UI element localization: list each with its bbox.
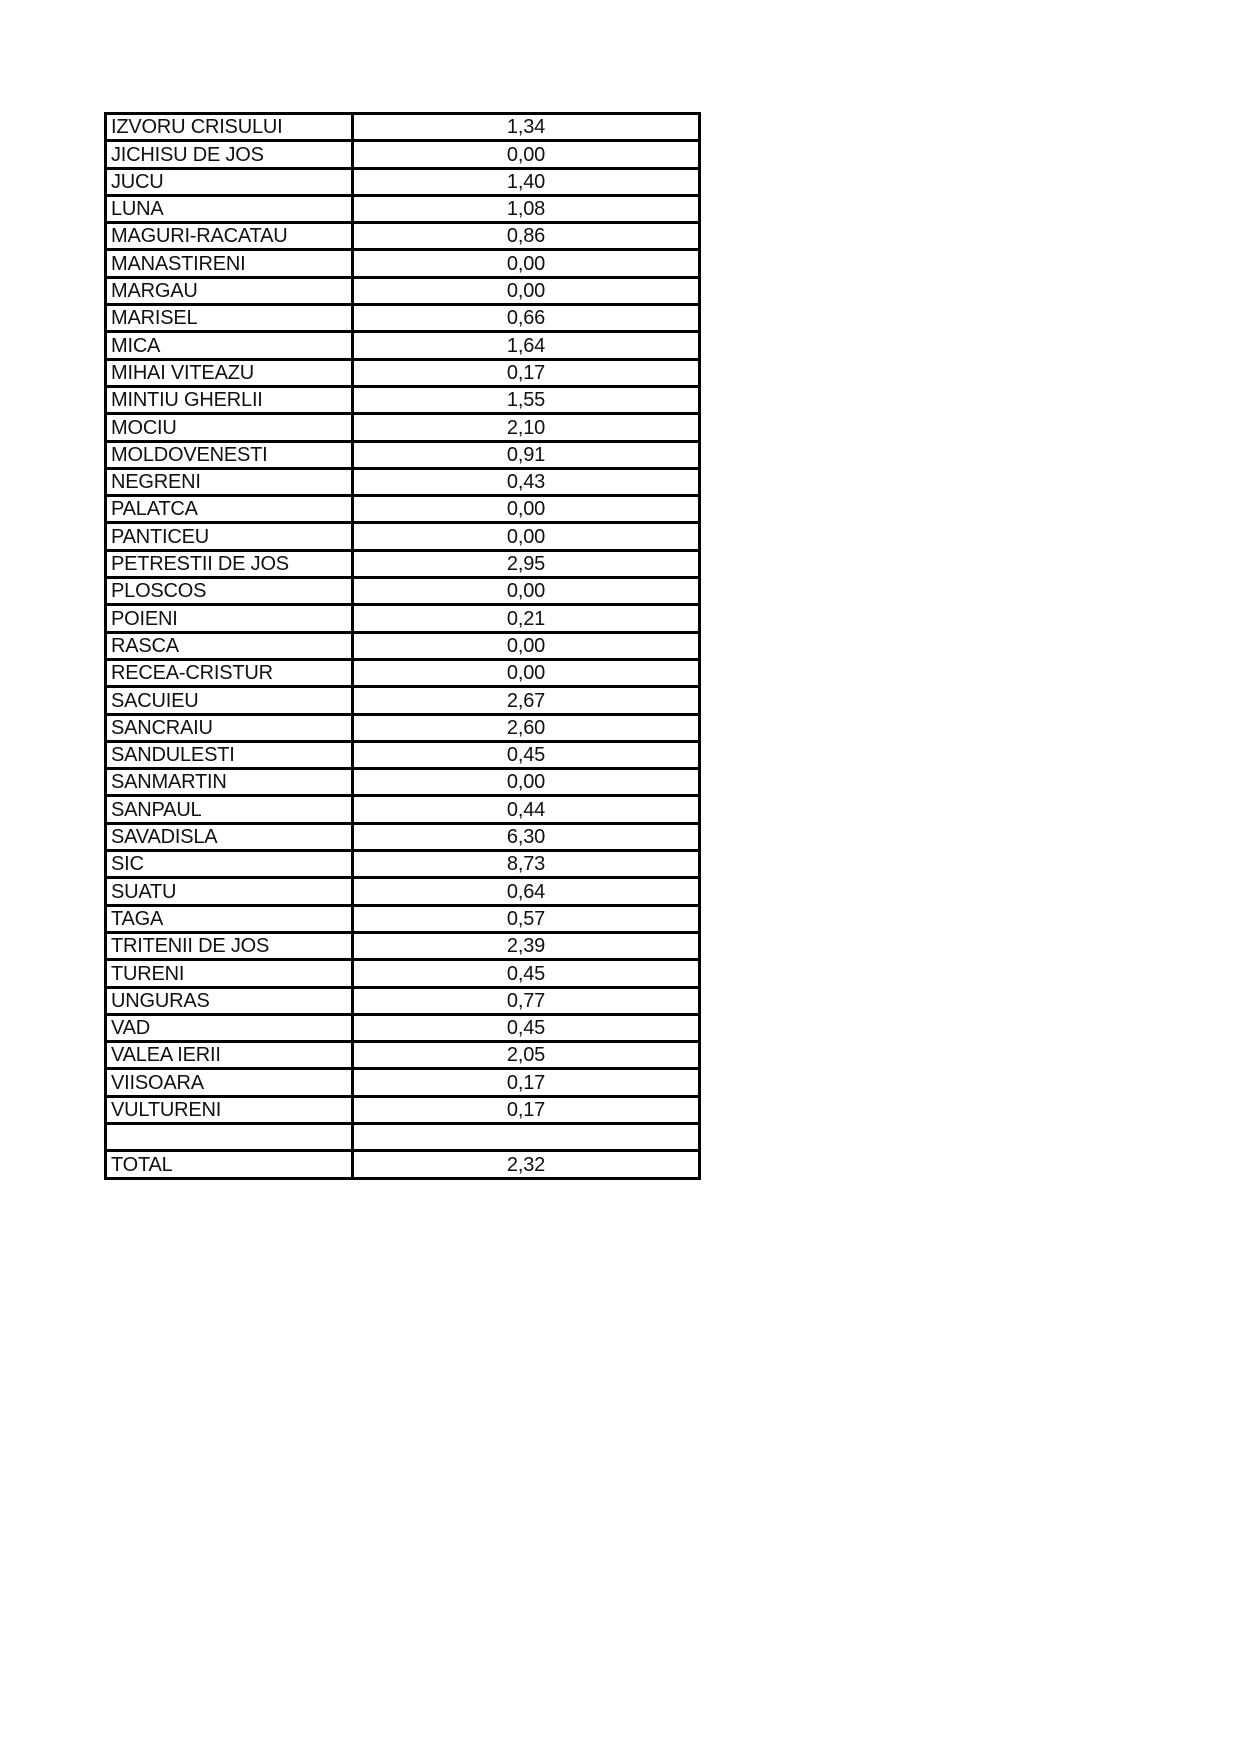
table-body bbox=[106, 114, 700, 1179]
value-cell: 0,21 bbox=[353, 605, 700, 632]
locality-name-cell: MINTIU GHERLII bbox=[106, 386, 353, 413]
value-cell: 2,10 bbox=[353, 414, 700, 441]
value-cell: 0,57 bbox=[353, 905, 700, 932]
locality-name-cell: NEGRENI bbox=[106, 468, 353, 495]
value-cell: 2,67 bbox=[353, 687, 700, 714]
value-cell: 0,00 bbox=[353, 250, 700, 277]
locality-name-cell: TRITENII DE JOS bbox=[106, 932, 353, 959]
value-cell: 1,55 bbox=[353, 386, 700, 413]
table-row bbox=[106, 905, 700, 932]
table-row bbox=[106, 1069, 700, 1096]
value-cell bbox=[353, 1123, 700, 1150]
locality-name-cell: VIISOARA bbox=[106, 1069, 353, 1096]
table-row bbox=[106, 414, 700, 441]
locality-name-cell: MOCIU bbox=[106, 414, 353, 441]
table-row bbox=[106, 605, 700, 632]
table-row bbox=[106, 1014, 700, 1041]
table-row bbox=[106, 714, 700, 741]
table-row bbox=[106, 332, 700, 359]
locality-name-cell: SIC bbox=[106, 851, 353, 878]
locality-name-cell: SANDULESTI bbox=[106, 741, 353, 768]
table-row bbox=[106, 114, 700, 141]
locality-name-cell: PANTICEU bbox=[106, 523, 353, 550]
locality-values-table bbox=[104, 112, 701, 1180]
locality-name-cell: MARGAU bbox=[106, 277, 353, 304]
value-cell: 0,45 bbox=[353, 741, 700, 768]
locality-name-cell: SUATU bbox=[106, 878, 353, 905]
locality-name-cell: PETRESTII DE JOS bbox=[106, 550, 353, 577]
table-row bbox=[106, 632, 700, 659]
table-row bbox=[106, 223, 700, 250]
table-row bbox=[106, 250, 700, 277]
table-row bbox=[106, 496, 700, 523]
locality-name-cell: RASCA bbox=[106, 632, 353, 659]
empty-row bbox=[106, 1123, 700, 1150]
locality-name-cell: VULTURENI bbox=[106, 1096, 353, 1123]
table-row bbox=[106, 823, 700, 850]
table-row bbox=[106, 523, 700, 550]
value-cell: 0,17 bbox=[353, 1096, 700, 1123]
value-cell: 0,66 bbox=[353, 305, 700, 332]
value-cell: 1,64 bbox=[353, 332, 700, 359]
value-cell: 2,60 bbox=[353, 714, 700, 741]
value-cell: 1,08 bbox=[353, 195, 700, 222]
table-row bbox=[106, 359, 700, 386]
locality-name-cell: UNGURAS bbox=[106, 987, 353, 1014]
locality-name-cell: SANPAUL bbox=[106, 796, 353, 823]
value-cell: 8,73 bbox=[353, 851, 700, 878]
table-row bbox=[106, 960, 700, 987]
locality-name-cell: SACUIEU bbox=[106, 687, 353, 714]
locality-name-cell: VAD bbox=[106, 1014, 353, 1041]
table-row bbox=[106, 796, 700, 823]
locality-name-cell bbox=[106, 1123, 353, 1150]
value-cell: 0,86 bbox=[353, 223, 700, 250]
value-cell: 1,40 bbox=[353, 168, 700, 195]
table-row bbox=[106, 578, 700, 605]
locality-name-cell: JICHISU DE JOS bbox=[106, 141, 353, 168]
locality-name-cell: MAGURI-RACATAU bbox=[106, 223, 353, 250]
locality-name-cell: JUCU bbox=[106, 168, 353, 195]
table-row bbox=[106, 932, 700, 959]
value-cell: 6,30 bbox=[353, 823, 700, 850]
locality-name-cell: PALATCA bbox=[106, 496, 353, 523]
table-row bbox=[106, 851, 700, 878]
locality-name-cell: SANCRAIU bbox=[106, 714, 353, 741]
value-cell: 0,00 bbox=[353, 578, 700, 605]
value-cell: 0,17 bbox=[353, 359, 700, 386]
value-cell: 0,00 bbox=[353, 632, 700, 659]
value-cell: 0,00 bbox=[353, 769, 700, 796]
locality-name-cell: IZVORU CRISULUI bbox=[106, 114, 353, 141]
total-row bbox=[106, 1151, 700, 1178]
locality-name-cell: MARISEL bbox=[106, 305, 353, 332]
locality-name-cell: MIHAI VITEAZU bbox=[106, 359, 353, 386]
locality-name-cell: LUNA bbox=[106, 195, 353, 222]
locality-name-cell: MANASTIRENI bbox=[106, 250, 353, 277]
locality-name-cell: VALEA IERII bbox=[106, 1042, 353, 1069]
value-cell: 0,00 bbox=[353, 496, 700, 523]
locality-name-cell: TAGA bbox=[106, 905, 353, 932]
value-cell: 2,32 bbox=[353, 1151, 700, 1178]
table-row bbox=[106, 659, 700, 686]
value-cell: 0,45 bbox=[353, 1014, 700, 1041]
table-row bbox=[106, 386, 700, 413]
table-row bbox=[106, 550, 700, 577]
locality-name-cell: TURENI bbox=[106, 960, 353, 987]
value-cell: 0,00 bbox=[353, 659, 700, 686]
table-row bbox=[106, 1096, 700, 1123]
value-cell: 0,45 bbox=[353, 960, 700, 987]
value-cell: 2,95 bbox=[353, 550, 700, 577]
value-cell: 0,44 bbox=[353, 796, 700, 823]
table-row bbox=[106, 878, 700, 905]
table-row bbox=[106, 141, 700, 168]
table-row bbox=[106, 441, 700, 468]
value-cell: 1,34 bbox=[353, 114, 700, 141]
value-cell: 0,17 bbox=[353, 1069, 700, 1096]
value-cell: 0,00 bbox=[353, 277, 700, 304]
table-row bbox=[106, 741, 700, 768]
table-row bbox=[106, 305, 700, 332]
value-cell: 0,00 bbox=[353, 141, 700, 168]
value-cell: 0,64 bbox=[353, 878, 700, 905]
value-cell: 0,77 bbox=[353, 987, 700, 1014]
locality-name-cell: RECEA-CRISTUR bbox=[106, 659, 353, 686]
locality-name-cell: TOTAL bbox=[106, 1151, 353, 1178]
table-row bbox=[106, 1042, 700, 1069]
locality-name-cell: PLOSCOS bbox=[106, 578, 353, 605]
table-row bbox=[106, 168, 700, 195]
locality-name-cell: SAVADISLA bbox=[106, 823, 353, 850]
table-row bbox=[106, 769, 700, 796]
table-row bbox=[106, 468, 700, 495]
locality-name-cell: SANMARTIN bbox=[106, 769, 353, 796]
value-cell: 2,39 bbox=[353, 932, 700, 959]
value-cell: 0,91 bbox=[353, 441, 700, 468]
locality-name-cell: MOLDOVENESTI bbox=[106, 441, 353, 468]
table-row bbox=[106, 195, 700, 222]
table-row bbox=[106, 687, 700, 714]
value-cell: 0,43 bbox=[353, 468, 700, 495]
locality-name-cell: MICA bbox=[106, 332, 353, 359]
table-row bbox=[106, 987, 700, 1014]
locality-name-cell: POIENI bbox=[106, 605, 353, 632]
value-cell: 0,00 bbox=[353, 523, 700, 550]
table-row bbox=[106, 277, 700, 304]
value-cell: 2,05 bbox=[353, 1042, 700, 1069]
